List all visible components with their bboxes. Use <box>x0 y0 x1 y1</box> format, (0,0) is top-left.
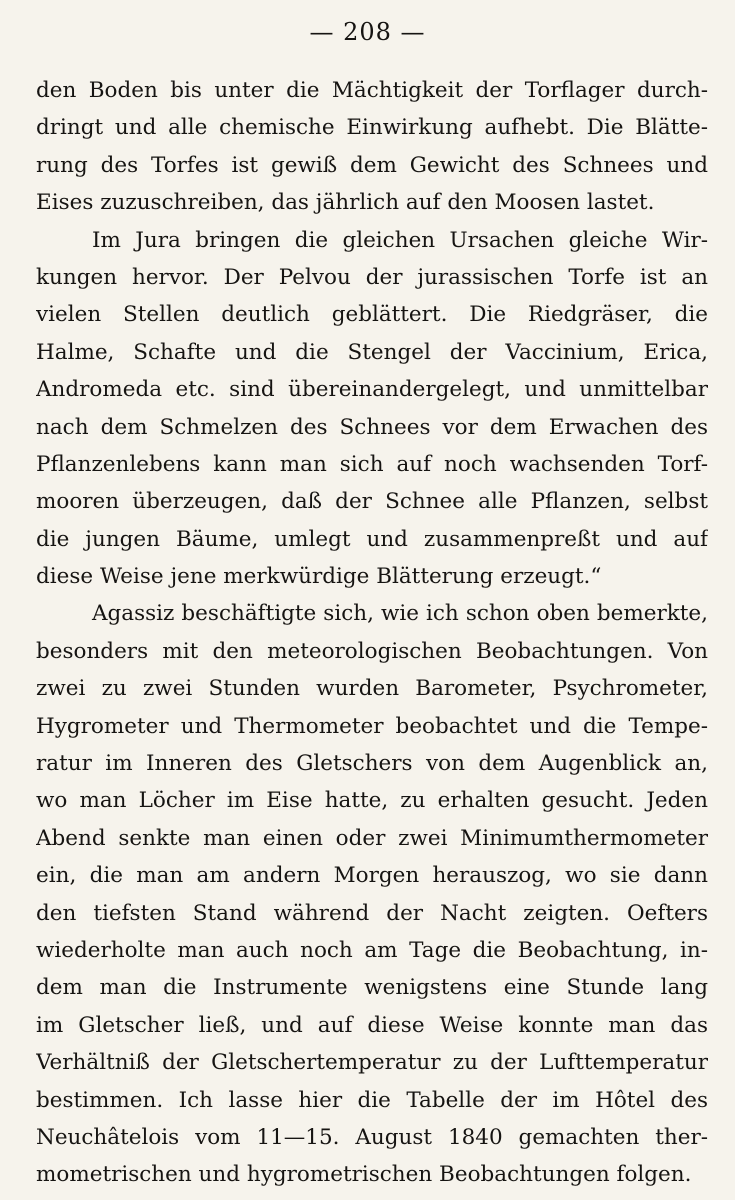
text-line: rung des Torfes ist gewiß dem Gewicht des Schnees und <box>36 152 708 178</box>
text-line: bestimmen. Ich lasse hier die Tabelle der im Hôtel des <box>36 1087 708 1113</box>
text-line: Verhältniß der Gletschertemperatur zu der Lufttemperatur <box>36 1050 708 1076</box>
text-line: mometrischen und hygrometrischen Beobachtungen folgen. <box>36 1162 692 1188</box>
text-line: wiederholte man auch noch am Tage die Beobachtung, in- <box>36 937 708 963</box>
text-line: dem man die Instrumente wenigstens eine Stunde lang <box>36 975 708 1001</box>
text-line: Im Jura bringen die gleichen Ursachen gleiche Wir- <box>92 227 708 253</box>
text-line: Neuchâtelois vom 11—15. August 1840 gemachten ther- <box>36 1124 708 1150</box>
body-text <box>36 72 708 1194</box>
text-line: kungen hervor. Der Pelvou der jurassischen Torfe ist an <box>36 264 708 290</box>
text-line: ratur im Inneren des Gletschers von dem Augenblick an, <box>36 751 708 777</box>
text-line: den Boden bis unter die Mächtigkeit der Torflager durch- <box>36 78 708 103</box>
text-line: Abend senkte man einen oder zwei Minimumthermometer <box>36 825 708 851</box>
text-line: mooren überzeugen, daß der Schnee alle Pflanzen, selbst <box>36 489 708 515</box>
text-line: nach dem Schmelzen des Schnees vor dem Erwachen des <box>36 414 708 440</box>
text-line: Agassiz beschäftigte sich, wie ich schon oben bemerkte, <box>92 601 708 627</box>
text-line: besonders mit den meteorologischen Beobachtungen. Von <box>36 638 708 664</box>
text-line: die jungen Bäume, umlegt und zusammenpreßt und auf <box>36 526 708 552</box>
text-line: wo man Löcher im Eise hatte, zu erhalten gesucht. Jeden <box>36 788 708 814</box>
text-line: zwei zu zwei Stunden wurden Barometer, Psychrometer, <box>36 676 708 702</box>
page-number: — 208 — <box>309 18 426 46</box>
text-line: den tiefsten Stand während der Nacht zeigten. Oefters <box>36 900 708 926</box>
text-line: im Gletscher ließ, und auf diese Weise konnte man das <box>36 1012 708 1038</box>
text-line: dringt und alle chemische Einwirkung aufhebt. Die Blätte- <box>36 115 708 141</box>
text-line: diese Weise jene merkwürdige Blätterung erzeugt.“ <box>36 564 602 590</box>
text-line: Hygrometer und Thermometer beobachtet und die Tempe- <box>36 713 708 739</box>
text-line: Andromeda etc. sind übereinandergelegt, und unmittelbar <box>36 377 708 403</box>
text-line: Halme, Schafte und die Stengel der Vaccinium, Erica, <box>36 339 708 365</box>
text-line: vielen Stellen deutlich geblättert. Die Riedgräser, die <box>36 302 708 328</box>
text-line: Eises zuzuschreiben, das jährlich auf den Moosen lastet. <box>36 190 655 216</box>
text-line: ein, die man am andern Morgen herauszog, wo sie dann <box>36 863 708 889</box>
text-line: Pflanzenlebens kann man sich auf noch wachsenden Torf- <box>36 451 708 477</box>
